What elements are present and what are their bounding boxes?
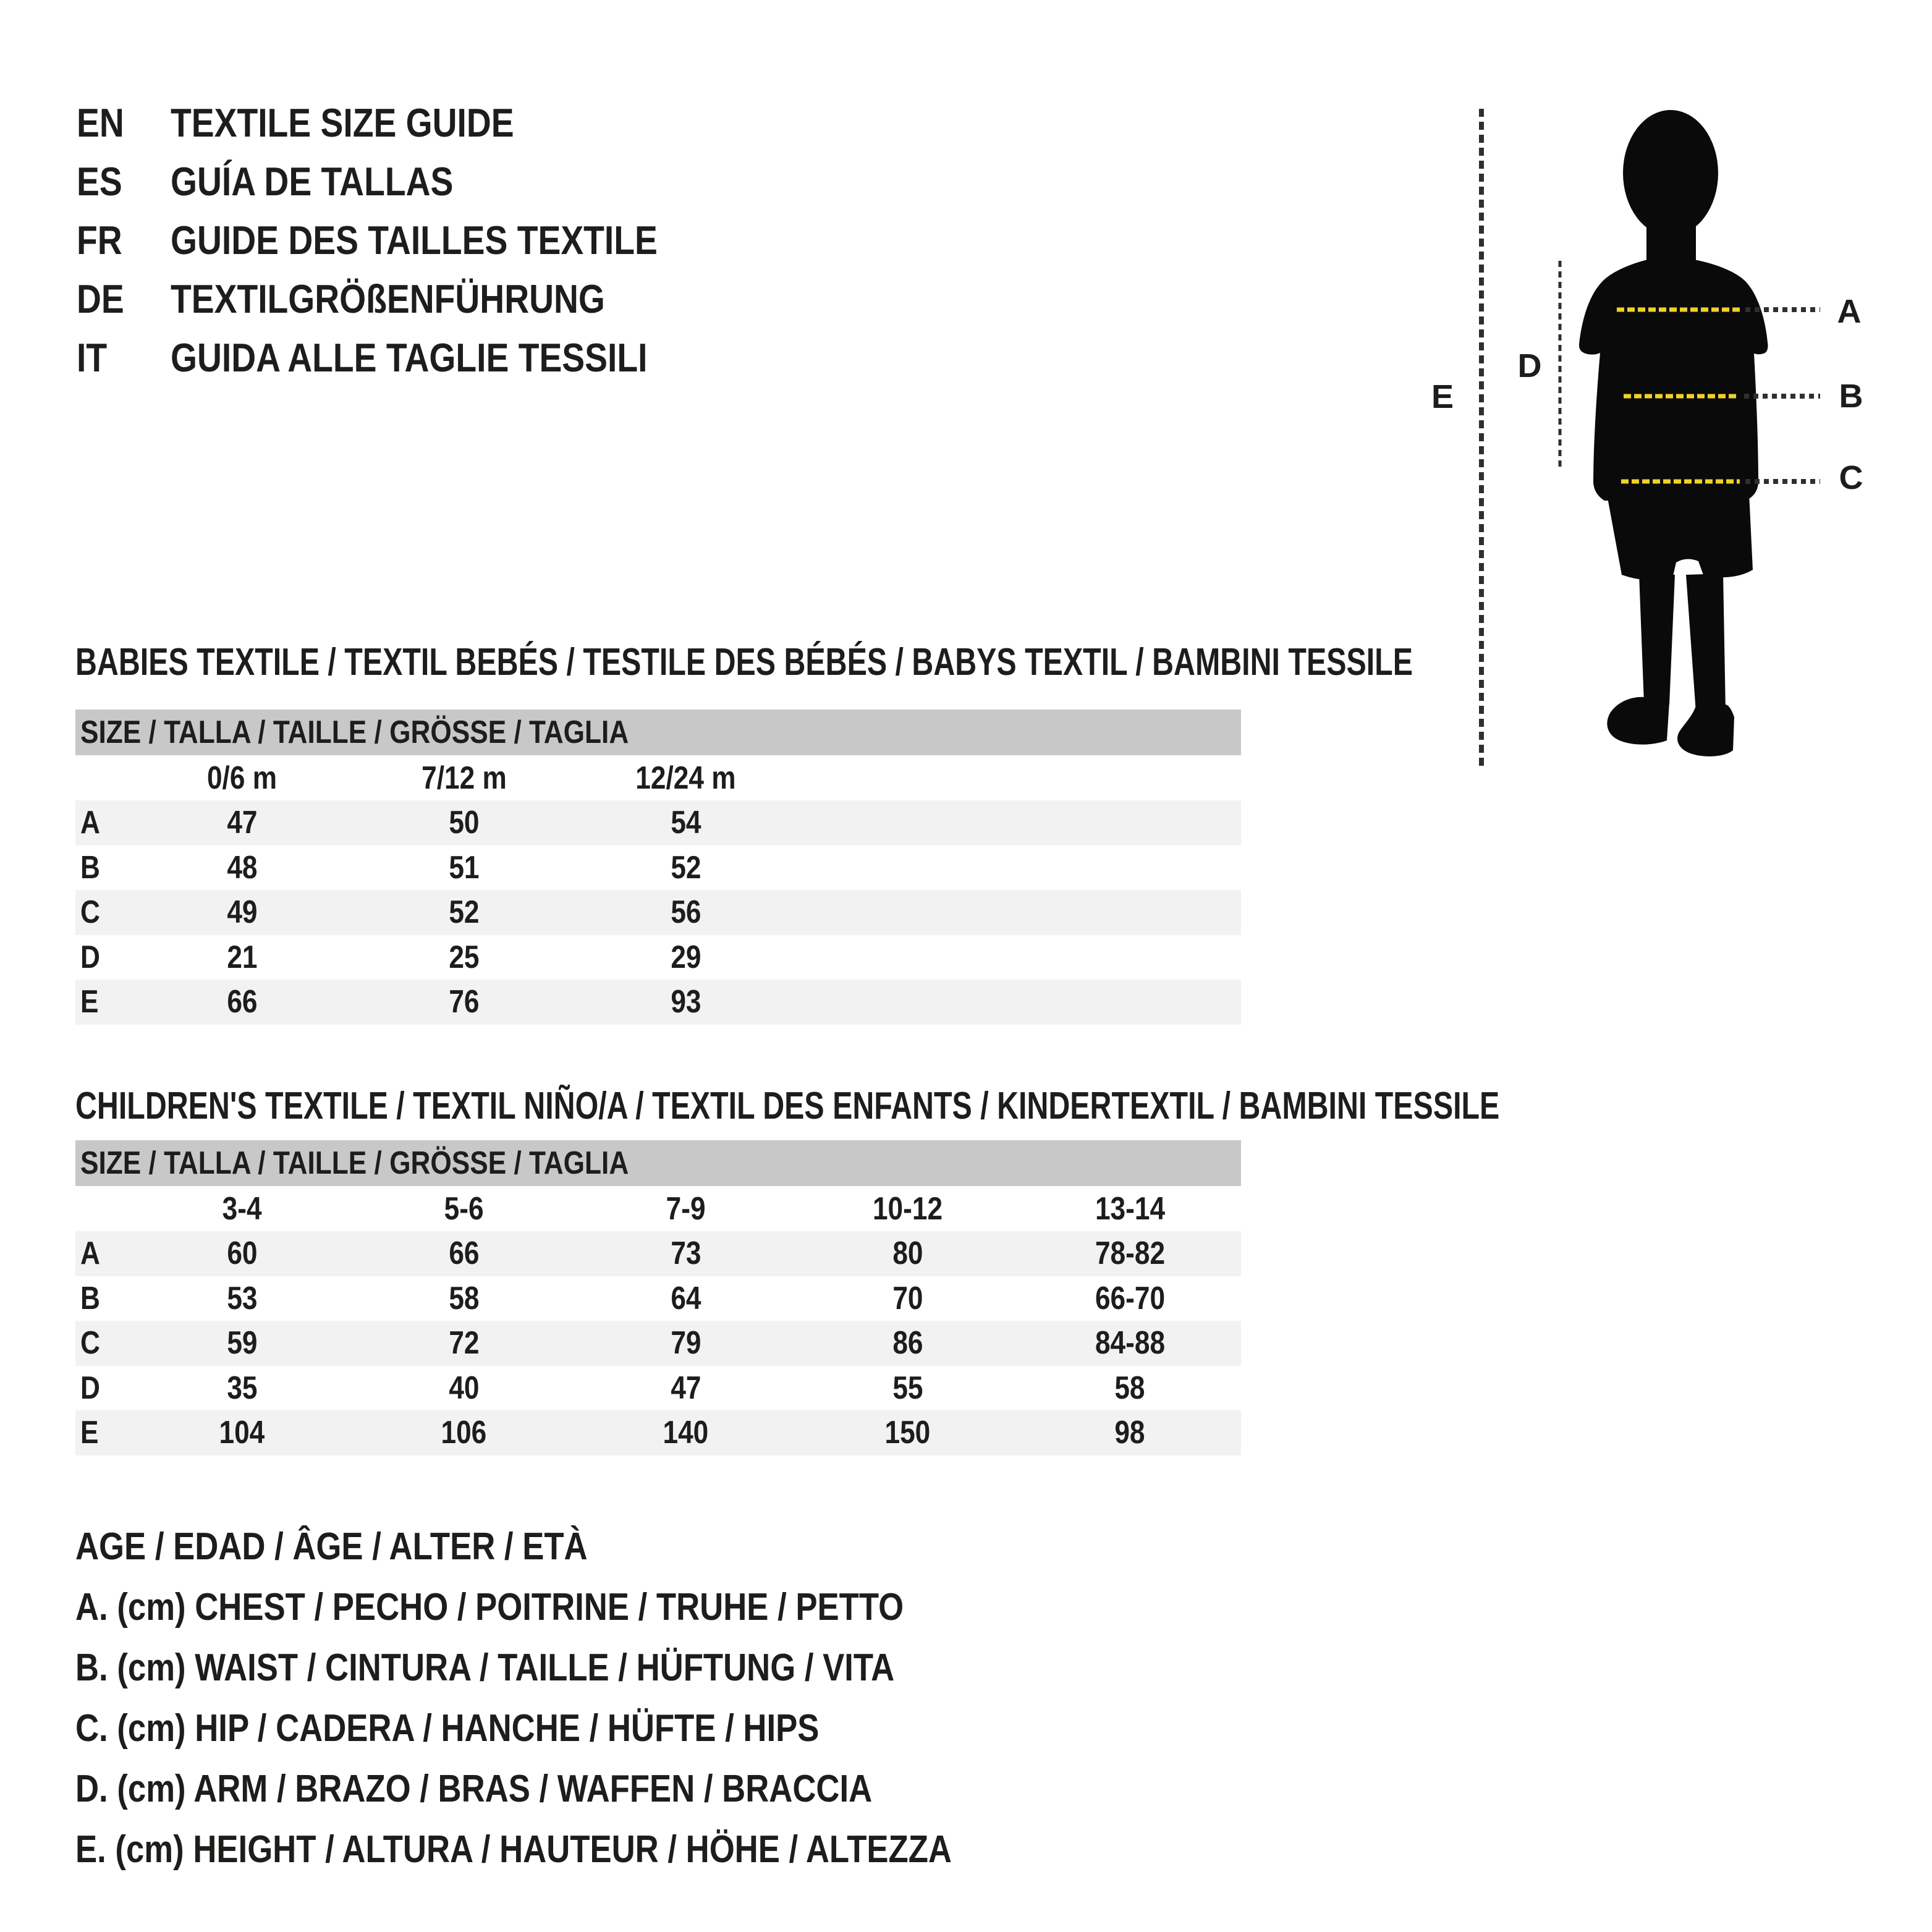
legend-line-hip: C. (cm) HIP / CADERA / HANCHE / HÜFTE / HIPS	[75, 1707, 820, 1750]
table-cell: 98	[1114, 1415, 1145, 1451]
table-cell: 50	[448, 805, 480, 841]
row-label: A	[80, 805, 100, 841]
table-row	[75, 1231, 1241, 1276]
table-cell: 49	[226, 894, 258, 931]
row-label: C	[80, 894, 100, 931]
table-cell: 47	[226, 805, 258, 841]
table-cell: 58	[1114, 1370, 1145, 1406]
table-cell: 29	[670, 939, 701, 975]
language-row	[0, 218, 865, 263]
table-cell: 51	[448, 849, 480, 886]
measure-label-E: E	[1431, 378, 1454, 415]
table-cell: 21	[226, 939, 258, 975]
table-cell: 66	[448, 1235, 480, 1272]
table-row	[75, 1366, 1241, 1411]
table-cell: 60	[226, 1235, 258, 1272]
babies-section-heading: BABIES TEXTILE / TEXTIL BEBÉS / TESTILE DES BÉBÉS / BABYS TEXTIL / BAMBINI TESSILE	[75, 641, 1413, 684]
children-size-table	[75, 1140, 1241, 1455]
language-title: GUIDE DES TAILLES TEXTILE	[171, 218, 658, 263]
table-row	[75, 1276, 1241, 1321]
table-row	[75, 980, 1241, 1025]
table-cell: 79	[670, 1325, 701, 1362]
row-label: D	[80, 939, 100, 975]
child-measurement-diagram	[1409, 93, 1932, 797]
language-title: GUIDA ALLE TAGLIE TESSILI	[171, 335, 648, 380]
table-row	[75, 890, 1241, 935]
table-cell: 140	[663, 1415, 709, 1451]
table-cell: 58	[448, 1280, 480, 1316]
children-column-header-row	[75, 1186, 1241, 1231]
table-row	[75, 800, 1241, 845]
table-cell: 78-82	[1095, 1235, 1165, 1272]
table-cell: 84-88	[1095, 1325, 1165, 1362]
legend-line-age: AGE / EDAD / ÂGE / ALTER / ETÀ	[75, 1525, 588, 1568]
column-header: 7/12 m	[421, 760, 507, 796]
table-cell: 40	[448, 1370, 480, 1406]
column-header: 7-9	[666, 1190, 706, 1227]
babies-size-header-bar: SIZE / TALLA / TAILLE / GRÖSSE / TAGLIA	[75, 710, 1241, 755]
table-cell: 104	[219, 1415, 265, 1451]
table-cell: 56	[670, 894, 701, 931]
language-title: TEXTILE SIZE GUIDE	[171, 100, 514, 145]
column-header: 10-12	[872, 1190, 943, 1227]
table-cell: 150	[884, 1415, 931, 1451]
legend-line-height: E. (cm) HEIGHT / ALTURA / HAUTEUR / HÖHE / ALTEZZA	[75, 1828, 952, 1871]
language-title: TEXTILGRÖßENFÜHRUNG	[171, 276, 605, 321]
language-row	[0, 277, 865, 321]
table-cell: 86	[892, 1325, 923, 1362]
row-label: A	[80, 1235, 100, 1272]
row-label: C	[80, 1325, 100, 1362]
language-code: FR	[77, 218, 122, 263]
language-code: IT	[77, 335, 108, 380]
table-cell: 72	[448, 1325, 480, 1362]
table-cell: 35	[226, 1370, 258, 1406]
babies-size-table	[75, 710, 1241, 1025]
table-cell: 47	[670, 1370, 701, 1406]
language-code: EN	[77, 100, 124, 145]
table-row	[75, 935, 1241, 980]
language-code: ES	[77, 159, 122, 204]
table-cell: 25	[448, 939, 480, 975]
column-header: 0/6 m	[206, 760, 278, 796]
column-header: 5-6	[444, 1190, 484, 1227]
children-size-header-bar: SIZE / TALLA / TAILLE / GRÖSSE / TAGLIA	[75, 1140, 1241, 1186]
language-row	[0, 336, 865, 380]
table-cell: 54	[670, 805, 701, 841]
table-cell: 53	[226, 1280, 258, 1316]
table-cell: 93	[670, 984, 701, 1020]
table-cell: 73	[670, 1235, 701, 1272]
table-cell: 64	[670, 1280, 701, 1316]
language-title-list	[0, 0, 927, 396]
children-section-heading: CHILDREN'S TEXTILE / TEXTIL NIÑO/A / TEXTIL DES ENFANTS / KINDERTEXTIL / BAMBINI TESSILE	[75, 1085, 1500, 1127]
column-header: 3-4	[222, 1190, 262, 1227]
table-row	[75, 845, 1241, 891]
table-row	[75, 1410, 1241, 1455]
language-code: DE	[77, 276, 124, 321]
row-label: B	[80, 849, 100, 886]
legend-line-waist: B. (cm) WAIST / CINTURA / TAILLE / HÜFTUNG / VITA	[75, 1646, 895, 1689]
row-label: E	[80, 984, 99, 1020]
table-cell: 80	[892, 1235, 923, 1272]
measure-label-A: A	[1837, 293, 1862, 330]
language-row	[0, 159, 865, 204]
table-cell: 66-70	[1095, 1280, 1165, 1316]
legend-line-arm: D. (cm) ARM / BRAZO / BRAS / WAFFEN / BRACCIA	[75, 1768, 873, 1810]
table-cell: 52	[448, 894, 480, 931]
table-cell: 66	[226, 984, 258, 1020]
table-row	[75, 1321, 1241, 1366]
column-header: 13-14	[1095, 1190, 1165, 1227]
babies-column-header-row	[75, 755, 1241, 800]
measure-label-C: C	[1839, 459, 1863, 496]
row-label: E	[80, 1415, 99, 1451]
language-title: GUÍA DE TALLAS	[171, 159, 454, 204]
language-row	[0, 101, 865, 145]
measure-label-D: D	[1517, 347, 1542, 384]
table-cell: 59	[226, 1325, 258, 1362]
table-cell: 52	[670, 849, 701, 886]
table-cell: 106	[441, 1415, 487, 1451]
measure-label-B: B	[1839, 378, 1863, 415]
column-header: 12/24 m	[635, 760, 736, 796]
row-label: D	[80, 1370, 100, 1406]
table-cell: 70	[892, 1280, 923, 1316]
row-label: B	[80, 1280, 100, 1316]
legend-line-chest: A. (cm) CHEST / PECHO / POITRINE / TRUHE / PETTO	[75, 1586, 904, 1629]
table-cell: 48	[226, 849, 258, 886]
table-cell: 76	[448, 984, 480, 1020]
table-cell: 55	[892, 1370, 923, 1406]
